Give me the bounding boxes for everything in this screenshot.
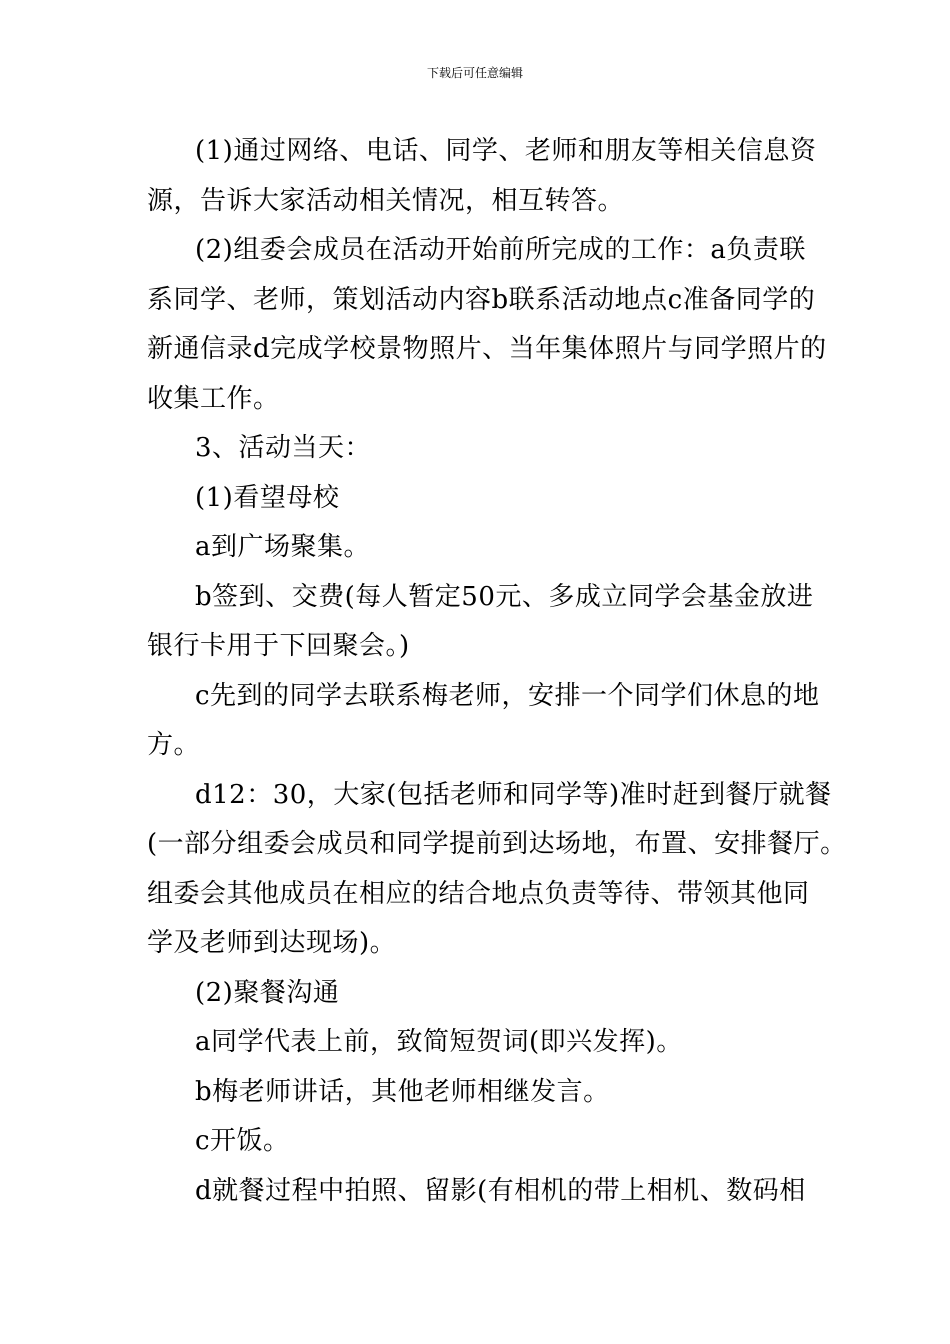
paragraph-line: (1)通过网络、电话、同学、老师和朋友等相关信息资	[195, 136, 817, 166]
list-item	[147, 1018, 812, 1068]
paragraph-line: a同学代表上前，致简短贺词(即兴发挥)。	[195, 1027, 683, 1057]
paragraph-line: 源，告诉大家活动相关情况，相互转答。	[147, 185, 625, 216]
list-item	[147, 1117, 812, 1167]
paragraph-line: 系同学、老师，策划活动内容b联系活动地点c准备同学的	[147, 284, 816, 315]
paragraph-line: 新通信录d完成学校景物照片、当年集体照片与同学照片的	[147, 334, 827, 364]
paragraph-line: c先到的同学去联系梅老师，安排一个同学们休息的地	[195, 680, 820, 711]
paragraph-line: c开饭。	[195, 1126, 290, 1156]
paragraph-line: d12：30，大家(包括老师和同学等)准时赶到餐厅就餐	[195, 779, 832, 810]
paragraph-line: 银行卡用于下回聚会。)	[147, 631, 410, 661]
paragraph-1	[147, 127, 817, 226]
paragraph-line: 组委会其他成员在相应的结合地点负责等待、带领其他同	[147, 878, 810, 909]
paragraph-line: 方。	[147, 730, 201, 760]
paragraph-line: (2)组委会成员在活动开始前所完成的工作：a负责联	[195, 235, 806, 265]
paragraph-line: (2)聚餐沟通	[195, 977, 340, 1008]
paragraph-line: 学及老师到达现场)。	[147, 928, 397, 958]
paragraph-line: 3、活动当天：	[195, 433, 372, 463]
paragraph-line: b梅老师讲话，其他老师相继发言。	[195, 1076, 610, 1107]
paragraph-line: d就餐过程中拍照、留影(有相机的带上相机、数码相	[195, 1175, 806, 1206]
page-header: 下载后可任意编辑	[426, 66, 523, 80]
list-item	[147, 523, 812, 573]
list-item	[147, 1167, 812, 1217]
paragraph-line: 收集工作。	[147, 383, 280, 414]
subsection-heading	[147, 969, 812, 1019]
list-item	[147, 1068, 812, 1118]
list-item	[147, 672, 820, 771]
subsection-heading	[147, 474, 812, 524]
paragraph-line: (一部分组委会成员和同学提前到达场地，布置、安排餐厅。	[147, 829, 847, 859]
list-item	[147, 771, 847, 969]
paragraph-2	[147, 226, 827, 424]
paragraph-line: a到广场聚集。	[195, 532, 371, 562]
list-item	[147, 573, 812, 672]
section-heading	[147, 424, 812, 474]
paragraph-line: (1)看望母校	[195, 482, 340, 513]
document-body	[147, 127, 847, 1216]
paragraph-line: b签到、交费(每人暂定50元、多成立同学会基金放进	[195, 581, 814, 612]
